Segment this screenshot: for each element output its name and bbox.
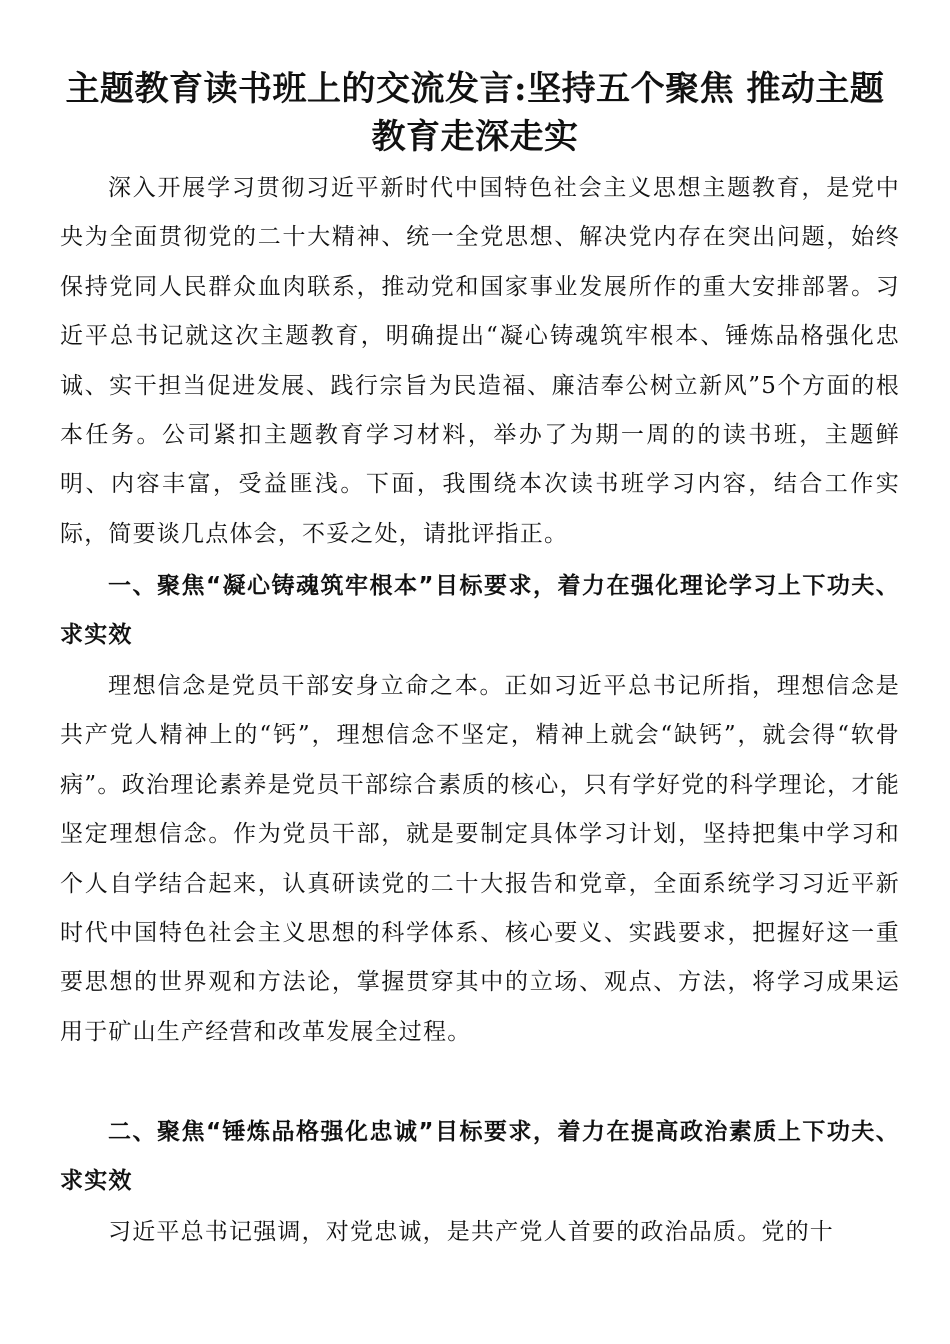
section-heading-1: 一、聚焦“凝心铸魂筑牢根本”目标要求，着力在强化理论学习上下功夫、求实效 xyxy=(60,573,900,649)
section-2-paragraph: 习近平总书记强调，对党忠诚，是共产党人首要的政治品质。党的十 xyxy=(108,1219,834,1245)
section-1-paragraph: 理想信念是党员干部安身立命之本。正如习近平总书记所指，理想信念是共产党人精神上的“钙”，理想信念不坚定，精神上就会“缺钙”，就会得“软骨病”。政治理论素养是党员干部综合素质的核心，只有学好党的科学理论，才能坚定理想信念。作为党员干部，就是要制定具体学习计划，坚持把集中学习和个人自学结合起来，认真研读党的二十大报告和党章，全面系统学习习近平新时代中国特色社会主义思想的科学体系、核心要义、实践要求，把握好这一重要思想的世界观和方法论，掌握贯穿其中的立场、观点、方法，将学习成果运用于矿山生产经营和改革发展全过程。 xyxy=(60,673,900,1045)
document-title-line-1: 主题教育读书班上的交流发言:坚持五个聚焦 推动主题 xyxy=(65,69,885,109)
intro-paragraph: 深入开展学习贯彻习近平新时代中国特色社会主义思想主题教育，是党中央为全面贯彻党的二十大精神、统一全党思想、解决党内存在突出问题，始终保持党同人民群众血肉联系，推动党和国家事业发展所作的重大安排部署。习近平总书记就这次主题教育，明确提出“凝心铸魂筑牢根本、锤炼品格强化忠诚、实干担当促进发展、践行宗旨为民造福、廉洁奉公树立新风”5个方面的根本任务。公司紧扣主题教育学习材料，举办了为期一周的的读书班，主题鲜明、内容丰富，受益匪浅。下面，我围绕本次读书班学习内容，结合工作实际，简要谈几点体会，不妥之处，请批评指正。 xyxy=(60,175,900,547)
section-heading-2: 二、聚焦“锤炼品格强化忠诚”目标要求，着力在提高政治素质上下功夫、求实效 xyxy=(60,1119,900,1195)
document-title-line-2: 教育走深走实 xyxy=(371,117,579,157)
